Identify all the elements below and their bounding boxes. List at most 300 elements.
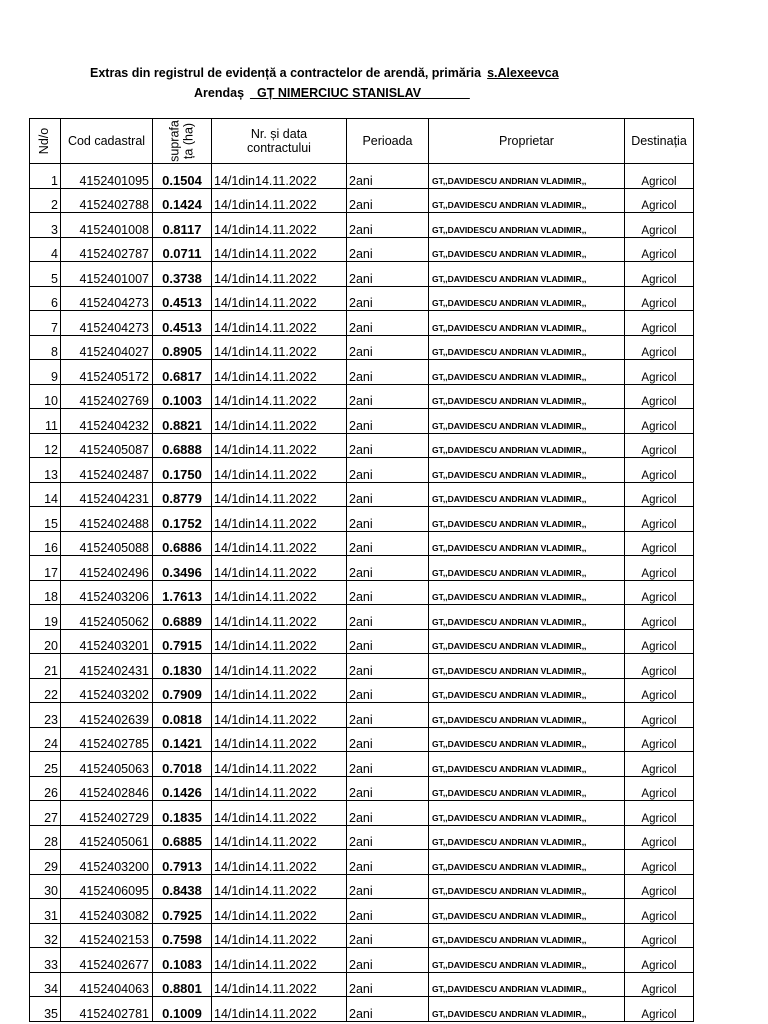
row-number-cell: 2 <box>30 188 61 213</box>
table-row <box>30 458 694 483</box>
table-row <box>30 825 694 850</box>
table-row <box>30 923 694 948</box>
area-ha-cell: 0.6886 <box>153 531 212 556</box>
owner-cell: GT,,DAVIDESCU ANDRIAN VLADIMIR,, <box>429 507 625 532</box>
destination-cell: Agricol <box>625 335 694 360</box>
cadastral-code-cell: 4152405087 <box>61 433 153 458</box>
destination-cell: Agricol <box>625 311 694 336</box>
destination-cell: Agricol <box>625 507 694 532</box>
owner-cell: GT,,DAVIDESCU ANDRIAN VLADIMIR,, <box>429 409 625 434</box>
table-row <box>30 580 694 605</box>
title-text: Extras din registrul de evidență a contractelor de arendă, primăria <box>90 66 482 80</box>
row-number-cell: 6 <box>30 286 61 311</box>
owner-cell: GT,,DAVIDESCU ANDRIAN VLADIMIR,, <box>429 948 625 973</box>
owner-cell: GT,,DAVIDESCU ANDRIAN VLADIMIR,, <box>429 360 625 385</box>
area-ha-cell: 0.7598 <box>153 923 212 948</box>
period-cell: 2ani <box>347 335 429 360</box>
period-cell: 2ani <box>347 458 429 483</box>
area-ha-cell: 0.1752 <box>153 507 212 532</box>
cadastral-code-cell: 4152402769 <box>61 384 153 409</box>
row-number-cell: 22 <box>30 678 61 703</box>
cadastral-code-cell: 4152402639 <box>61 703 153 728</box>
header-sup-line2: ța (ha) <box>181 122 195 160</box>
row-number-cell: 1 <box>30 164 61 189</box>
destination-cell: Agricol <box>625 703 694 728</box>
table-row <box>30 776 694 801</box>
contract-number-date-cell: 14/1din14.11.2022 <box>212 482 347 507</box>
cadastral-code-cell: 4152402785 <box>61 727 153 752</box>
cadastral-code-cell: 4152404273 <box>61 286 153 311</box>
period-cell: 2ani <box>347 262 429 287</box>
header-sup-line1: suprafa <box>167 120 182 162</box>
destination-cell: Agricol <box>625 458 694 483</box>
cadastral-code-cell: 4152402153 <box>61 923 153 948</box>
table-row <box>30 409 694 434</box>
table-row <box>30 972 694 997</box>
destination-cell: Agricol <box>625 899 694 924</box>
cadastral-code-cell: 4152402431 <box>61 654 153 679</box>
contract-number-date-cell: 14/1din14.11.2022 <box>212 262 347 287</box>
cadastral-code-cell: 4152405062 <box>61 605 153 630</box>
area-ha-cell: 0.7909 <box>153 678 212 703</box>
village-name: s.Alexeevca <box>487 66 559 80</box>
table-row <box>30 188 694 213</box>
destination-cell: Agricol <box>625 580 694 605</box>
contract-number-date-cell: 14/1din14.11.2022 <box>212 311 347 336</box>
owner-cell: GT,,DAVIDESCU ANDRIAN VLADIMIR,, <box>429 164 625 189</box>
contract-number-date-cell: 14/1din14.11.2022 <box>212 580 347 605</box>
destination-cell: Agricol <box>625 482 694 507</box>
destination-cell: Agricol <box>625 188 694 213</box>
owner-cell: GT,,DAVIDESCU ANDRIAN VLADIMIR,, <box>429 311 625 336</box>
cadastral-code-cell: 4152402781 <box>61 997 153 1022</box>
row-number-cell: 29 <box>30 850 61 875</box>
period-cell: 2ani <box>347 507 429 532</box>
row-number-cell: 26 <box>30 776 61 801</box>
period-cell: 2ani <box>347 409 429 434</box>
contract-number-date-cell: 14/1din14.11.2022 <box>212 850 347 875</box>
destination-cell: Agricol <box>625 654 694 679</box>
table-row <box>30 311 694 336</box>
period-cell: 2ani <box>347 825 429 850</box>
owner-cell: GT,,DAVIDESCU ANDRIAN VLADIMIR,, <box>429 237 625 262</box>
period-cell: 2ani <box>347 703 429 728</box>
area-ha-cell: 0.8821 <box>153 409 212 434</box>
arendas-name: _GȚ NIMERCIUC STANISLAV_______ <box>250 86 470 100</box>
contract-number-date-cell: 14/1din14.11.2022 <box>212 433 347 458</box>
contract-number-date-cell: 14/1din14.11.2022 <box>212 825 347 850</box>
owner-cell: GT,,DAVIDESCU ANDRIAN VLADIMIR,, <box>429 654 625 679</box>
owner-cell: GT,,DAVIDESCU ANDRIAN VLADIMIR,, <box>429 556 625 581</box>
contract-number-date-cell: 14/1din14.11.2022 <box>212 556 347 581</box>
row-number-cell: 13 <box>30 458 61 483</box>
row-number-cell: 25 <box>30 752 61 777</box>
owner-cell: GT,,DAVIDESCU ANDRIAN VLADIMIR,, <box>429 482 625 507</box>
contract-number-date-cell: 14/1din14.11.2022 <box>212 678 347 703</box>
period-cell: 2ani <box>347 213 429 238</box>
period-cell: 2ani <box>347 654 429 679</box>
owner-cell: GT,,DAVIDESCU ANDRIAN VLADIMIR,, <box>429 678 625 703</box>
table-row <box>30 752 694 777</box>
cadastral-code-cell: 4152405061 <box>61 825 153 850</box>
row-number-cell: 27 <box>30 801 61 826</box>
table-row <box>30 801 694 826</box>
contract-number-date-cell: 14/1din14.11.2022 <box>212 899 347 924</box>
area-ha-cell: 0.6888 <box>153 433 212 458</box>
header-nr <box>30 119 61 164</box>
owner-cell: GT,,DAVIDESCU ANDRIAN VLADIMIR,, <box>429 531 625 556</box>
destination-cell: Agricol <box>625 433 694 458</box>
cadastral-code-cell: 4152404273 <box>61 311 153 336</box>
cadastral-code-cell: 4152402488 <box>61 507 153 532</box>
owner-cell: GT,,DAVIDESCU ANDRIAN VLADIMIR,, <box>429 629 625 654</box>
row-number-cell: 28 <box>30 825 61 850</box>
contract-number-date-cell: 14/1din14.11.2022 <box>212 776 347 801</box>
destination-cell: Agricol <box>625 801 694 826</box>
table-row <box>30 727 694 752</box>
contract-number-date-cell: 14/1din14.11.2022 <box>212 752 347 777</box>
contract-number-date-cell: 14/1din14.11.2022 <box>212 703 347 728</box>
row-number-cell: 17 <box>30 556 61 581</box>
table-row <box>30 948 694 973</box>
owner-cell: GT,,DAVIDESCU ANDRIAN VLADIMIR,, <box>429 458 625 483</box>
table-row <box>30 360 694 385</box>
destination-cell: Agricol <box>625 972 694 997</box>
period-cell: 2ani <box>347 874 429 899</box>
destination-cell: Agricol <box>625 237 694 262</box>
table-row <box>30 703 694 728</box>
cadastral-code-cell: 4152403082 <box>61 899 153 924</box>
period-cell: 2ani <box>347 188 429 213</box>
table-row <box>30 237 694 262</box>
period-cell: 2ani <box>347 997 429 1022</box>
owner-cell: GT,,DAVIDESCU ANDRIAN VLADIMIR,, <box>429 384 625 409</box>
owner-cell: GT,,DAVIDESCU ANDRIAN VLADIMIR,, <box>429 776 625 801</box>
contract-number-date-cell: 14/1din14.11.2022 <box>212 164 347 189</box>
period-cell: 2ani <box>347 678 429 703</box>
period-cell: 2ani <box>347 482 429 507</box>
area-ha-cell: 0.4513 <box>153 311 212 336</box>
cadastral-code-cell: 4152404063 <box>61 972 153 997</box>
owner-cell: GT,,DAVIDESCU ANDRIAN VLADIMIR,, <box>429 825 625 850</box>
area-ha-cell: 0.6889 <box>153 605 212 630</box>
row-number-cell: 31 <box>30 899 61 924</box>
table-header-row <box>30 119 694 164</box>
owner-cell: GT,,DAVIDESCU ANDRIAN VLADIMIR,, <box>429 605 625 630</box>
owner-cell: GT,,DAVIDESCU ANDRIAN VLADIMIR,, <box>429 262 625 287</box>
area-ha-cell: 0.7915 <box>153 629 212 654</box>
header-contract <box>212 119 347 164</box>
row-number-cell: 21 <box>30 654 61 679</box>
owner-cell: GT,,DAVIDESCU ANDRIAN VLADIMIR,, <box>429 923 625 948</box>
contract-number-date-cell: 14/1din14.11.2022 <box>212 237 347 262</box>
area-ha-cell: 0.6817 <box>153 360 212 385</box>
table-row <box>30 482 694 507</box>
row-number-cell: 8 <box>30 335 61 360</box>
area-ha-cell: 0.1424 <box>153 188 212 213</box>
owner-cell: GT,,DAVIDESCU ANDRIAN VLADIMIR,, <box>429 188 625 213</box>
cadastral-code-cell: 4152401007 <box>61 262 153 287</box>
contract-number-date-cell: 14/1din14.11.2022 <box>212 213 347 238</box>
contract-number-date-cell: 14/1din14.11.2022 <box>212 335 347 360</box>
row-number-cell: 18 <box>30 580 61 605</box>
destination-cell: Agricol <box>625 629 694 654</box>
contract-number-date-cell: 14/1din14.11.2022 <box>212 629 347 654</box>
owner-cell: GT,,DAVIDESCU ANDRIAN VLADIMIR,, <box>429 752 625 777</box>
area-ha-cell: 0.1003 <box>153 384 212 409</box>
period-cell: 2ani <box>347 727 429 752</box>
area-ha-cell: 0.0818 <box>153 703 212 728</box>
area-ha-cell: 0.6885 <box>153 825 212 850</box>
area-ha-cell: 0.1835 <box>153 801 212 826</box>
period-cell: 2ani <box>347 164 429 189</box>
cadastral-code-cell: 4152402846 <box>61 776 153 801</box>
owner-cell: GT,,DAVIDESCU ANDRIAN VLADIMIR,, <box>429 801 625 826</box>
table-row <box>30 654 694 679</box>
destination-cell: Agricol <box>625 164 694 189</box>
document-title <box>90 66 559 80</box>
table-row <box>30 629 694 654</box>
table-row <box>30 164 694 189</box>
row-number-cell: 33 <box>30 948 61 973</box>
destination-cell: Agricol <box>625 556 694 581</box>
cadastral-code-cell: 4152403201 <box>61 629 153 654</box>
period-cell: 2ani <box>347 384 429 409</box>
row-number-cell: 7 <box>30 311 61 336</box>
destination-cell: Agricol <box>625 923 694 948</box>
header-cod: Cod cadastral <box>61 119 153 164</box>
cadastral-code-cell: 4152402677 <box>61 948 153 973</box>
row-number-cell: 4 <box>30 237 61 262</box>
table-row <box>30 605 694 630</box>
row-number-cell: 15 <box>30 507 61 532</box>
cadastral-code-cell: 4152405172 <box>61 360 153 385</box>
cadastral-code-cell: 4152406095 <box>61 874 153 899</box>
destination-cell: Agricol <box>625 213 694 238</box>
area-ha-cell: 0.1830 <box>153 654 212 679</box>
cadastral-code-cell: 4152403206 <box>61 580 153 605</box>
destination-cell: Agricol <box>625 776 694 801</box>
cadastral-code-cell: 4152404027 <box>61 335 153 360</box>
owner-cell: GT,,DAVIDESCU ANDRIAN VLADIMIR,, <box>429 727 625 752</box>
period-cell: 2ani <box>347 801 429 826</box>
period-cell: 2ani <box>347 605 429 630</box>
table-row <box>30 286 694 311</box>
destination-cell: Agricol <box>625 948 694 973</box>
owner-cell: GT,,DAVIDESCU ANDRIAN VLADIMIR,, <box>429 580 625 605</box>
contract-number-date-cell: 14/1din14.11.2022 <box>212 531 347 556</box>
owner-cell: GT,,DAVIDESCU ANDRIAN VLADIMIR,, <box>429 997 625 1022</box>
row-number-cell: 14 <box>30 482 61 507</box>
table-row <box>30 997 694 1022</box>
destination-cell: Agricol <box>625 752 694 777</box>
period-cell: 2ani <box>347 237 429 262</box>
row-number-cell: 30 <box>30 874 61 899</box>
cadastral-code-cell: 4152404232 <box>61 409 153 434</box>
area-ha-cell: 0.7913 <box>153 850 212 875</box>
period-cell: 2ani <box>347 580 429 605</box>
cadastral-code-cell: 4152401008 <box>61 213 153 238</box>
owner-cell: GT,,DAVIDESCU ANDRIAN VLADIMIR,, <box>429 899 625 924</box>
table-row <box>30 507 694 532</box>
cadastral-code-cell: 4152402788 <box>61 188 153 213</box>
period-cell: 2ani <box>347 850 429 875</box>
row-number-cell: 32 <box>30 923 61 948</box>
cadastral-code-cell: 4152402496 <box>61 556 153 581</box>
area-ha-cell: 1.7613 <box>153 580 212 605</box>
row-number-cell: 10 <box>30 384 61 409</box>
period-cell: 2ani <box>347 629 429 654</box>
table-row <box>30 262 694 287</box>
contract-number-date-cell: 14/1din14.11.2022 <box>212 923 347 948</box>
row-number-cell: 11 <box>30 409 61 434</box>
header-contract-line2: contractului <box>247 141 311 155</box>
period-cell: 2ani <box>347 433 429 458</box>
table-row <box>30 899 694 924</box>
owner-cell: GT,,DAVIDESCU ANDRIAN VLADIMIR,, <box>429 286 625 311</box>
contract-number-date-cell: 14/1din14.11.2022 <box>212 727 347 752</box>
area-ha-cell: 0.1083 <box>153 948 212 973</box>
row-number-cell: 34 <box>30 972 61 997</box>
area-ha-cell: 0.8905 <box>153 335 212 360</box>
area-ha-cell: 0.3738 <box>153 262 212 287</box>
destination-cell: Agricol <box>625 825 694 850</box>
table-row <box>30 384 694 409</box>
row-number-cell: 9 <box>30 360 61 385</box>
owner-cell: GT,,DAVIDESCU ANDRIAN VLADIMIR,, <box>429 335 625 360</box>
contract-number-date-cell: 14/1din14.11.2022 <box>212 801 347 826</box>
owner-cell: GT,,DAVIDESCU ANDRIAN VLADIMIR,, <box>429 972 625 997</box>
header-proprietar: Proprietar <box>429 119 625 164</box>
contract-number-date-cell: 14/1din14.11.2022 <box>212 188 347 213</box>
destination-cell: Agricol <box>625 997 694 1022</box>
table-row <box>30 850 694 875</box>
cadastral-code-cell: 4152403200 <box>61 850 153 875</box>
contract-number-date-cell: 14/1din14.11.2022 <box>212 605 347 630</box>
row-number-cell: 19 <box>30 605 61 630</box>
destination-cell: Agricol <box>625 874 694 899</box>
contract-number-date-cell: 14/1din14.11.2022 <box>212 458 347 483</box>
area-ha-cell: 0.7925 <box>153 899 212 924</box>
cadastral-code-cell: 4152402787 <box>61 237 153 262</box>
destination-cell: Agricol <box>625 850 694 875</box>
destination-cell: Agricol <box>625 360 694 385</box>
period-cell: 2ani <box>347 752 429 777</box>
area-ha-cell: 0.1504 <box>153 164 212 189</box>
header-perioada: Perioada <box>347 119 429 164</box>
area-ha-cell: 0.8438 <box>153 874 212 899</box>
area-ha-cell: 0.3496 <box>153 556 212 581</box>
table-row <box>30 678 694 703</box>
contracts-table <box>29 118 694 1022</box>
area-ha-cell: 0.7018 <box>153 752 212 777</box>
period-cell: 2ani <box>347 311 429 336</box>
contract-number-date-cell: 14/1din14.11.2022 <box>212 874 347 899</box>
header-contract-line1: Nr. și data <box>250 126 308 141</box>
table-row <box>30 335 694 360</box>
cadastral-code-cell: 4152404231 <box>61 482 153 507</box>
destination-cell: Agricol <box>625 531 694 556</box>
period-cell: 2ani <box>347 776 429 801</box>
owner-cell: GT,,DAVIDESCU ANDRIAN VLADIMIR,, <box>429 213 625 238</box>
period-cell: 2ani <box>347 531 429 556</box>
period-cell: 2ani <box>347 972 429 997</box>
area-ha-cell: 0.4513 <box>153 286 212 311</box>
period-cell: 2ani <box>347 286 429 311</box>
contract-number-date-cell: 14/1din14.11.2022 <box>212 286 347 311</box>
header-suprafata-label <box>168 120 196 162</box>
contract-number-date-cell: 14/1din14.11.2022 <box>212 384 347 409</box>
header-nr-label: Nd/o <box>37 127 52 155</box>
header-suprafata <box>153 119 212 164</box>
period-cell: 2ani <box>347 360 429 385</box>
arendas-label: Arendaș <box>194 86 245 100</box>
period-cell: 2ani <box>347 948 429 973</box>
contract-number-date-cell: 14/1din14.11.2022 <box>212 972 347 997</box>
table-row <box>30 213 694 238</box>
cadastral-code-cell: 4152402487 <box>61 458 153 483</box>
owner-cell: GT,,DAVIDESCU ANDRIAN VLADIMIR,, <box>429 874 625 899</box>
row-number-cell: 20 <box>30 629 61 654</box>
owner-cell: GT,,DAVIDESCU ANDRIAN VLADIMIR,, <box>429 433 625 458</box>
area-ha-cell: 0.8117 <box>153 213 212 238</box>
period-cell: 2ani <box>347 923 429 948</box>
area-ha-cell: 0.1750 <box>153 458 212 483</box>
destination-cell: Agricol <box>625 727 694 752</box>
owner-cell: GT,,DAVIDESCU ANDRIAN VLADIMIR,, <box>429 850 625 875</box>
header-destinatia: Destinația <box>625 119 694 164</box>
table-row <box>30 556 694 581</box>
area-ha-cell: 0.0711 <box>153 237 212 262</box>
row-number-cell: 16 <box>30 531 61 556</box>
row-number-cell: 12 <box>30 433 61 458</box>
cadastral-code-cell: 4152403202 <box>61 678 153 703</box>
area-ha-cell: 0.8779 <box>153 482 212 507</box>
area-ha-cell: 0.1426 <box>153 776 212 801</box>
contract-number-date-cell: 14/1din14.11.2022 <box>212 654 347 679</box>
table-row <box>30 433 694 458</box>
table-row <box>30 531 694 556</box>
row-number-cell: 5 <box>30 262 61 287</box>
destination-cell: Agricol <box>625 286 694 311</box>
cadastral-code-cell: 4152405088 <box>61 531 153 556</box>
destination-cell: Agricol <box>625 262 694 287</box>
row-number-cell: 23 <box>30 703 61 728</box>
row-number-cell: 24 <box>30 727 61 752</box>
contract-number-date-cell: 14/1din14.11.2022 <box>212 360 347 385</box>
contract-number-date-cell: 14/1din14.11.2022 <box>212 409 347 434</box>
table-row <box>30 874 694 899</box>
contract-number-date-cell: 14/1din14.11.2022 <box>212 997 347 1022</box>
cadastral-code-cell: 4152401095 <box>61 164 153 189</box>
cadastral-code-cell: 4152405063 <box>61 752 153 777</box>
cadastral-code-cell: 4152402729 <box>61 801 153 826</box>
contract-number-date-cell: 14/1din14.11.2022 <box>212 507 347 532</box>
area-ha-cell: 0.8801 <box>153 972 212 997</box>
destination-cell: Agricol <box>625 409 694 434</box>
destination-cell: Agricol <box>625 678 694 703</box>
area-ha-cell: 0.1421 <box>153 727 212 752</box>
owner-cell: GT,,DAVIDESCU ANDRIAN VLADIMIR,, <box>429 703 625 728</box>
row-number-cell: 35 <box>30 997 61 1022</box>
contract-number-date-cell: 14/1din14.11.2022 <box>212 948 347 973</box>
destination-cell: Agricol <box>625 605 694 630</box>
arendas-line <box>194 86 470 100</box>
period-cell: 2ani <box>347 556 429 581</box>
destination-cell: Agricol <box>625 384 694 409</box>
row-number-cell: 3 <box>30 213 61 238</box>
area-ha-cell: 0.1009 <box>153 997 212 1022</box>
